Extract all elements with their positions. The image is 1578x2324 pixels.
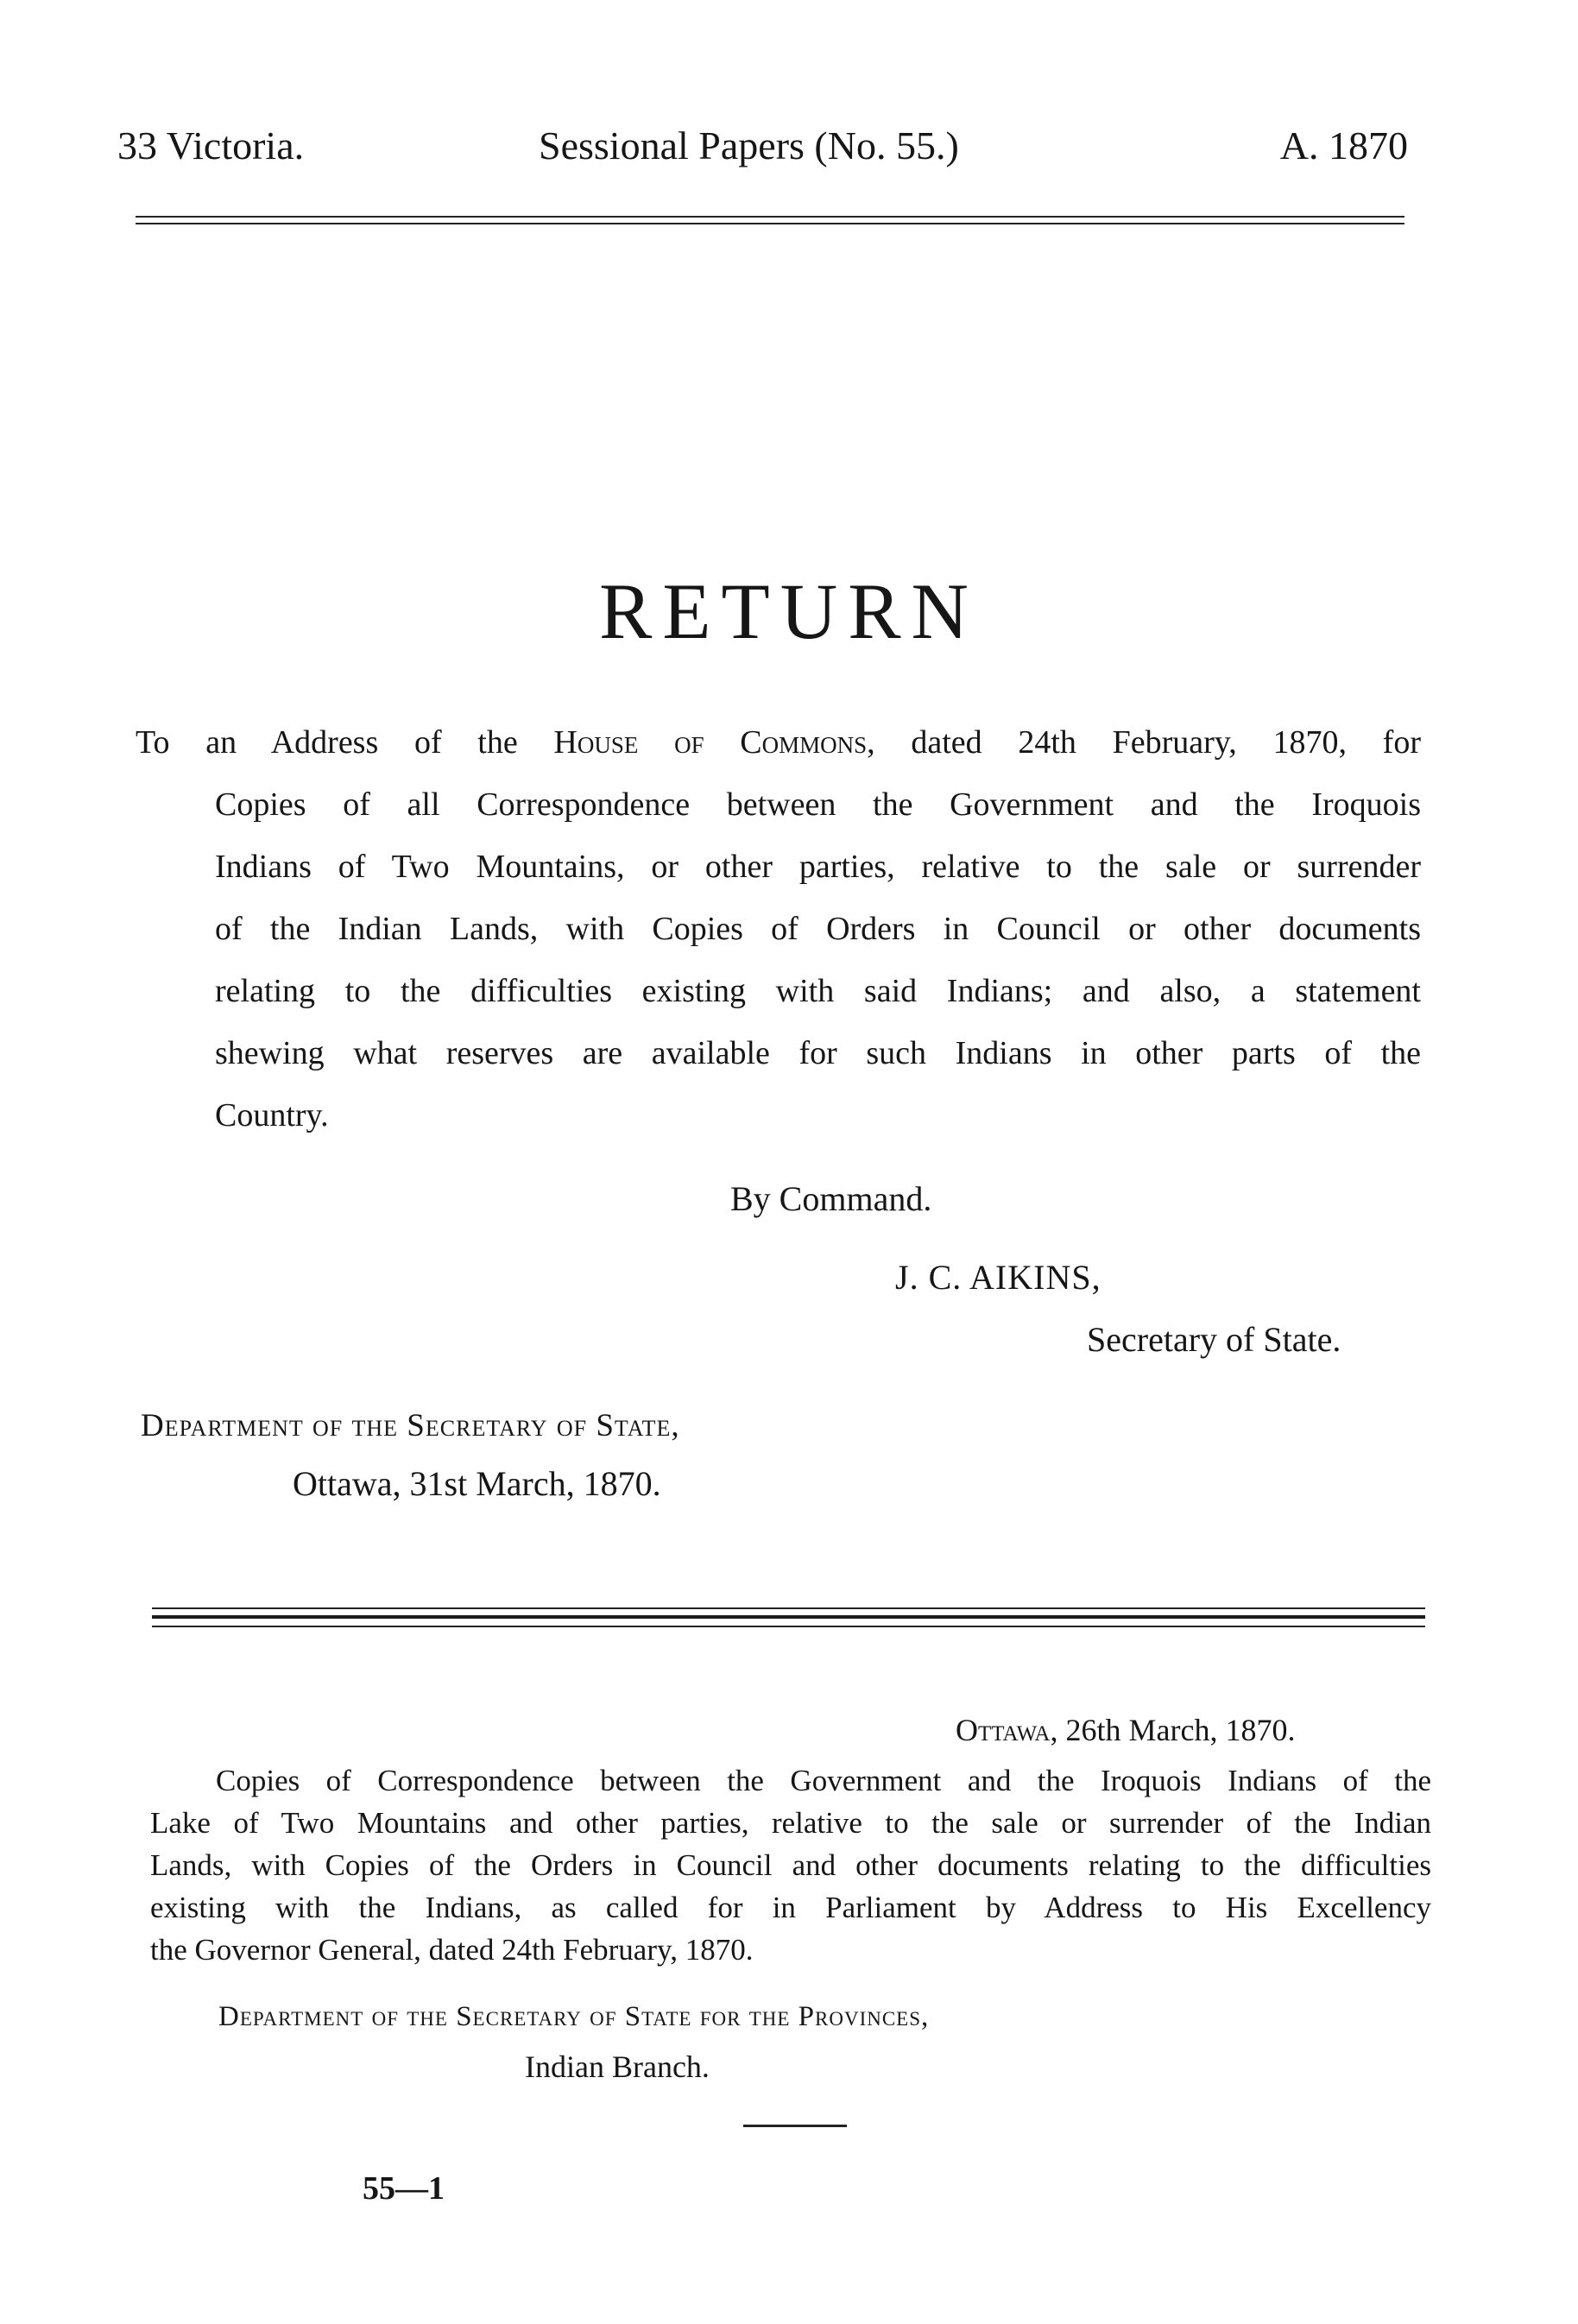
department-branch: Indian Branch. [525, 2049, 710, 2084]
department-location-date: Ottawa, 31st March, 1870. [293, 1464, 661, 1503]
letter-line-3: Lands, with Copies of the Orders in Council and other documents relating to the difficulties [150, 1848, 1431, 1882]
address-line-5: relating to the difficulties existing with said Indians; and also, a statement [215, 973, 1421, 1009]
address-line-2: Copies of all Correspondence between the Government and the Iroquois [215, 786, 1421, 823]
section-rule-1 [152, 1607, 1425, 1609]
signatory-office: Secretary of State. [1087, 1320, 1341, 1359]
address-text: , dated 24th February, 1870, for [867, 724, 1421, 761]
department-provinces: Department of the Secretary of State for the Provinces, [218, 2001, 930, 2032]
header-paper-title: Sessional Papers (No. 55.) [539, 123, 959, 167]
address-line-7: Country. [215, 1097, 329, 1134]
letter-line-2: Lake of Two Mountains and other parties, relative to the sale or surrender of the Indian [150, 1806, 1431, 1840]
by-command: By Command. [730, 1179, 932, 1218]
closing-rule [743, 2125, 847, 2127]
header-rule-bottom [136, 223, 1404, 224]
address-text: To an Address of the [136, 724, 554, 761]
header-rule-top [136, 216, 1404, 218]
header-year: A. 1870 [1279, 123, 1408, 167]
dateline-date: , 26th March, 1870. [1050, 1713, 1296, 1747]
page-number: 55—1 [363, 2170, 445, 2207]
address-line-3: Indians of Two Mountains, or other parties, relative to the sale or surrender [215, 849, 1421, 885]
letter-line-4: existing with the Indians, as called for in Parliament by Address to His Excellency [150, 1891, 1431, 1924]
section-rule-2 [152, 1615, 1425, 1619]
department-name: Department of the Secretary of State, [141, 1408, 680, 1443]
dateline-place: Ottawa [956, 1713, 1051, 1747]
letter-dateline [956, 1712, 1295, 1748]
house-of-commons: House of Commons [553, 724, 868, 761]
address-line-6: shewing what reserves are available for such Indians in other parts of the [215, 1035, 1421, 1071]
section-rule-3 [152, 1626, 1425, 1627]
document-title: RETURN [599, 567, 979, 655]
letter-line-5: the Governor General, dated 24th February, 1870. [150, 1933, 754, 1967]
signatory-name: J. C. AIKINS, [895, 1258, 1101, 1297]
address-line-1 [136, 723, 1421, 761]
address-line-4: of the Indian Lands, with Copies of Orders in Council or other documents [215, 911, 1421, 947]
letter-line-1: Copies of Correspondence between the Government and the Iroquois Indians of the [216, 1764, 1431, 1797]
header-session: 33 Victoria. [117, 123, 305, 167]
